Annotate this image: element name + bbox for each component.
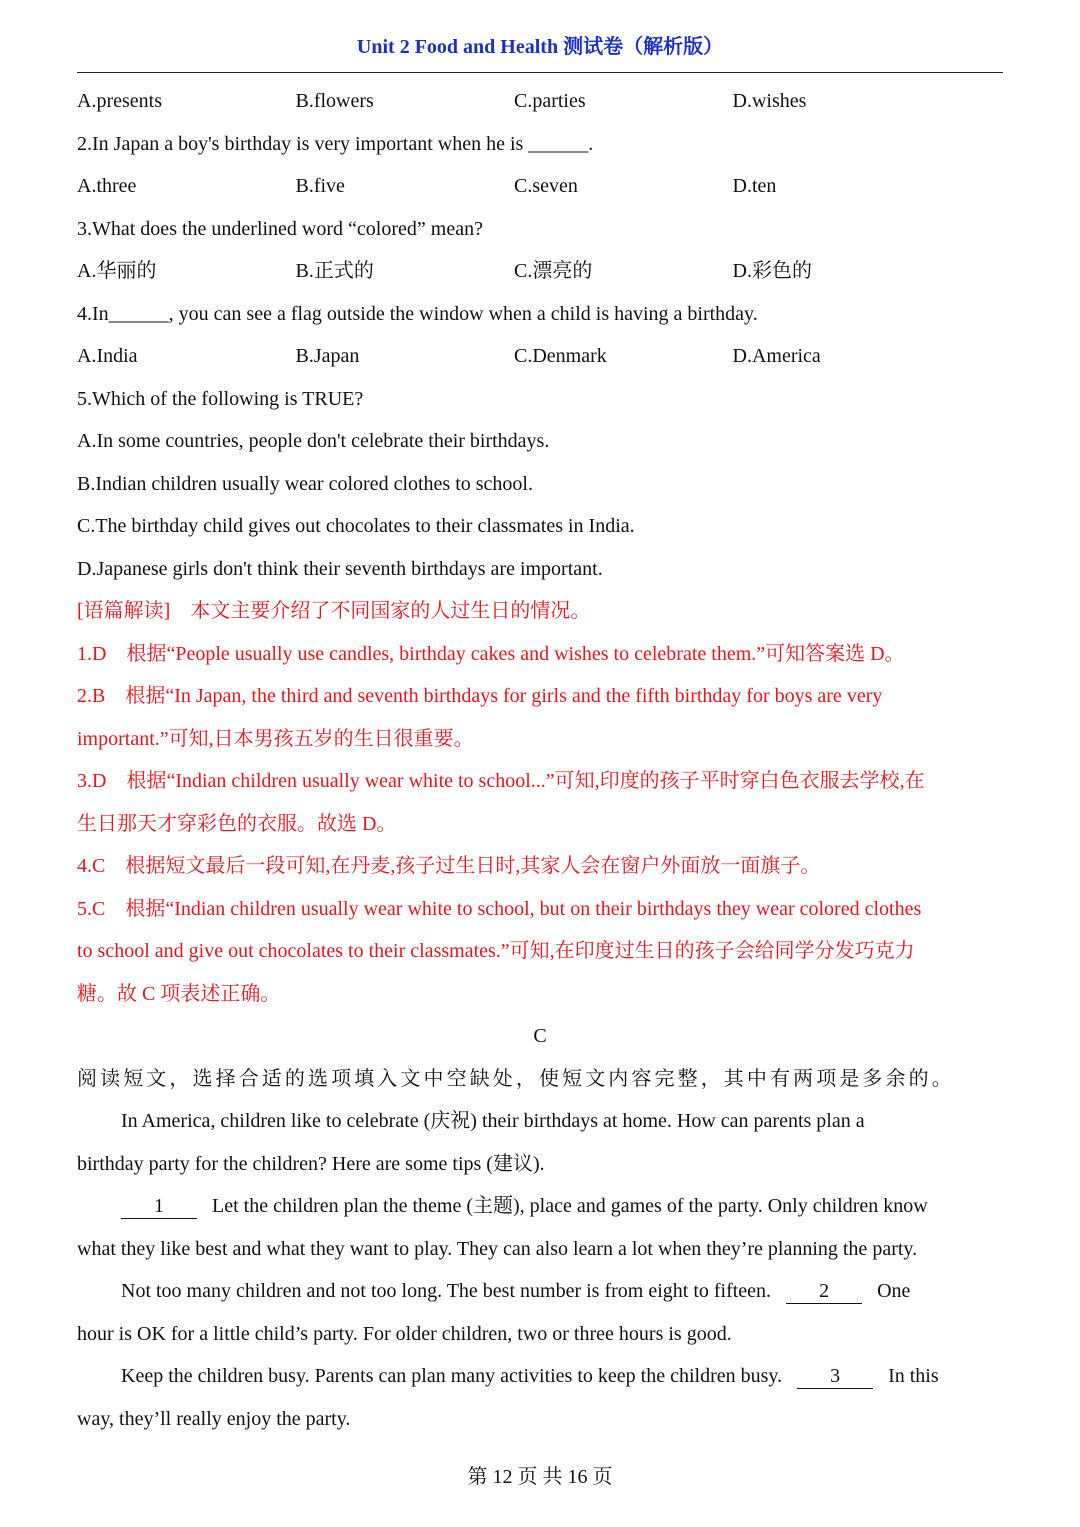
passage-line: hour is OK for a little child’s party. For older children, two or three hours is good.	[77, 1322, 732, 1345]
analysis-line: 3.D 根据“Indian children usually wear white to school...”可知,印度的孩子平时穿白色衣服去学校,在	[77, 770, 925, 792]
passage-line	[77, 1355, 1003, 1398]
question-2: 2.In Japan a boy's birthday is very important when he is ______.	[77, 132, 594, 155]
passage-line: In America, children like to celebrate (庆祝) their birthdays at home. How can parents plan a	[121, 1110, 865, 1132]
analysis-intro: [语篇解读] 本文主要介绍了不同国家的人过生日的情况。	[77, 600, 591, 622]
blank-3[interactable]: 3	[797, 1364, 873, 1389]
analysis-line: 1.D 根据“People usually use candles, birthday cakes and wishes to celebrate them.”可知答案选 D。	[77, 642, 905, 665]
passage-text: In this	[888, 1365, 939, 1387]
option: C.漂亮的	[514, 260, 593, 282]
passage-text: Keep the children busy. Parents can plan many activities to keep the children busy.	[121, 1365, 783, 1387]
passage-text: One	[877, 1280, 911, 1302]
passage-line: way, they’ll really enjoy the party.	[77, 1407, 351, 1430]
q5-option-b: B.Indian children usually wear colored clothes to school.	[77, 472, 533, 495]
passage-line	[77, 1185, 1003, 1228]
q1-options	[77, 80, 1003, 123]
option: A.three	[77, 175, 137, 197]
option: D.彩色的	[732, 260, 812, 282]
page-header: Unit 2 Food and Health 测试卷（解析版）	[356, 36, 724, 58]
q3-options	[77, 250, 1003, 293]
analysis-line: 糖。故 C 项表述正确。	[77, 982, 281, 1005]
analysis-line: 2.B 根据“In Japan, the third and seventh birthdays for girls and the fifth birthday for boys are very	[77, 685, 883, 707]
analysis-line: 4.C 根据短文最后一段可知,在丹麦,孩子过生日时,其家人会在窗户外面放一面旗子。	[77, 855, 821, 877]
analysis-line: to school and give out chocolates to their classmates.”可知,在印度过生日的孩子会给同学分发巧克力	[77, 940, 915, 962]
analysis-line: 5.C 根据“Indian children usually wear white to school, but on their birthdays they wear colored clothes	[77, 897, 922, 920]
blank-2[interactable]: 2	[786, 1279, 862, 1304]
analysis-line: important.”可知,日本男孩五岁的生日很重要。	[77, 727, 474, 750]
option: C.Denmark	[514, 345, 607, 367]
passage-text: Not too many children and not too long. The best number is from eight to fifteen.	[121, 1280, 772, 1302]
option: C.parties	[514, 90, 586, 112]
option: D.ten	[732, 175, 777, 197]
question-3: 3.What does the underlined word “colored” mean?	[77, 217, 483, 240]
passage-line	[77, 1270, 1003, 1313]
passage-line: what they like best and what they want to play. They can also learn a lot when they’re planning the party.	[77, 1237, 918, 1260]
option: D.America	[732, 345, 821, 367]
question-5: 5.Which of the following is TRUE?	[77, 387, 364, 410]
q4-options	[77, 335, 1003, 378]
question-4: 4.In______, you can see a flag outside the window when a child is having a birthday.	[77, 302, 758, 325]
instruction: 阅读短文，选择合适的选项填入文中空缺处，使短文内容完整，其中有两项是多余的。	[77, 1067, 955, 1090]
option: B.flowers	[295, 90, 374, 112]
passage-line: birthday party for the children? Here are some tips (建议).	[77, 1152, 545, 1175]
option: B.正式的	[295, 260, 374, 282]
section-letter: C	[533, 1025, 547, 1047]
analysis-line: 生日那天才穿彩色的衣服。故选 D。	[77, 812, 397, 835]
blank-1[interactable]: 1	[121, 1194, 197, 1219]
page-content	[77, 80, 1003, 1440]
option: A.presents	[77, 90, 162, 112]
header-rule	[77, 72, 1003, 73]
q5-option-c: C.The birthday child gives out chocolates to their classmates in India.	[77, 515, 635, 537]
option: D.wishes	[732, 90, 807, 112]
q5-option-a: A.In some countries, people don't celebrate their birthdays.	[77, 430, 550, 452]
option: A.India	[77, 345, 138, 367]
option: C.seven	[514, 175, 578, 197]
passage-text: Let the children plan the theme (主题), place and games of the party. Only children know	[212, 1195, 928, 1217]
option: A.华丽的	[77, 260, 157, 282]
q2-options	[77, 165, 1003, 208]
option: B.Japan	[295, 345, 360, 367]
option: B.five	[295, 175, 345, 197]
q5-option-d: D.Japanese girls don't think their seventh birthdays are important.	[77, 557, 603, 580]
page-footer: 第 12 页 共 16 页	[467, 1466, 613, 1488]
